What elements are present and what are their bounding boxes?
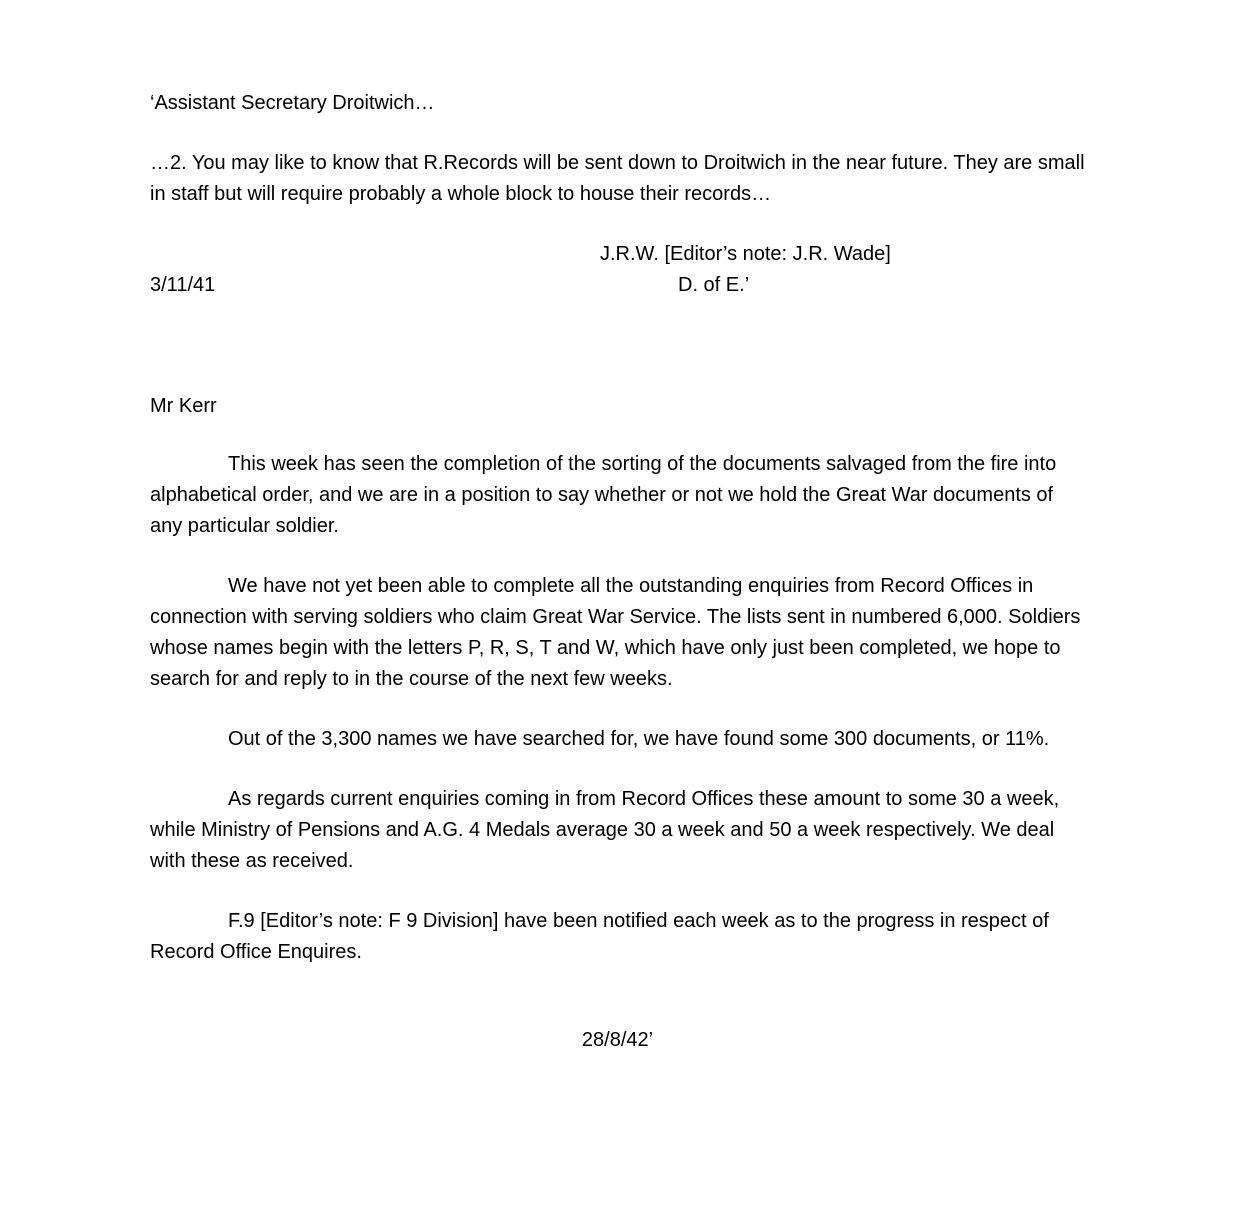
body-paragraph: This week has seen the completion of the sorting of the documents salvaged from the fire into alphabetical order, and we are in a position to say whether or not we hold the Great War documents of any particular soldier. xyxy=(150,453,1057,537)
closing-date: 28/8/42’ xyxy=(581,1029,654,1051)
body-paragraph: We have not yet been able to complete all the outstanding enquiries from Record Offices in connection with serving soldiers who claim Great War Service. The lists sent in numbered 6,000. Soldiers whose names begin with the letters P, R, S, T and W, which have only just been completed, we hope to search for and reply to in the course of the next few weeks. xyxy=(150,575,1081,690)
body-paragraph: Out of the 3,300 names we have searched for, we have found some 300 documents, or 11%. xyxy=(228,728,1050,750)
signature-title: D. of E.’ xyxy=(678,274,750,296)
signature-date: 3/11/41 xyxy=(150,274,216,296)
signature-line xyxy=(150,270,1085,301)
body-paragraph: As regards current enquiries coming in from Record Offices these amount to some 30 a week, while Ministry of Pensions and A.G. 4 Medals average 30 a week and 50 a week respectively. We deal with these as received. xyxy=(150,788,1060,872)
quote-body: …2. You may like to know that R.Records will be sent down to Droitwich in the near future. They are small in staff but will require probably a whole block to house their records… xyxy=(150,152,1085,205)
quote-header: ‘Assistant Secretary Droitwich… xyxy=(150,92,435,114)
salutation: Mr Kerr xyxy=(150,395,217,417)
body-paragraph: F.9 [Editor’s note: F 9 Division] have been notified each week as to the progress in respect of Record Office Enquires. xyxy=(150,910,1049,963)
signature-initials: J.R.W. [Editor’s note: J.R. Wade] xyxy=(600,243,891,265)
signature-block xyxy=(150,239,1085,301)
body-paragraphs xyxy=(150,449,1085,968)
